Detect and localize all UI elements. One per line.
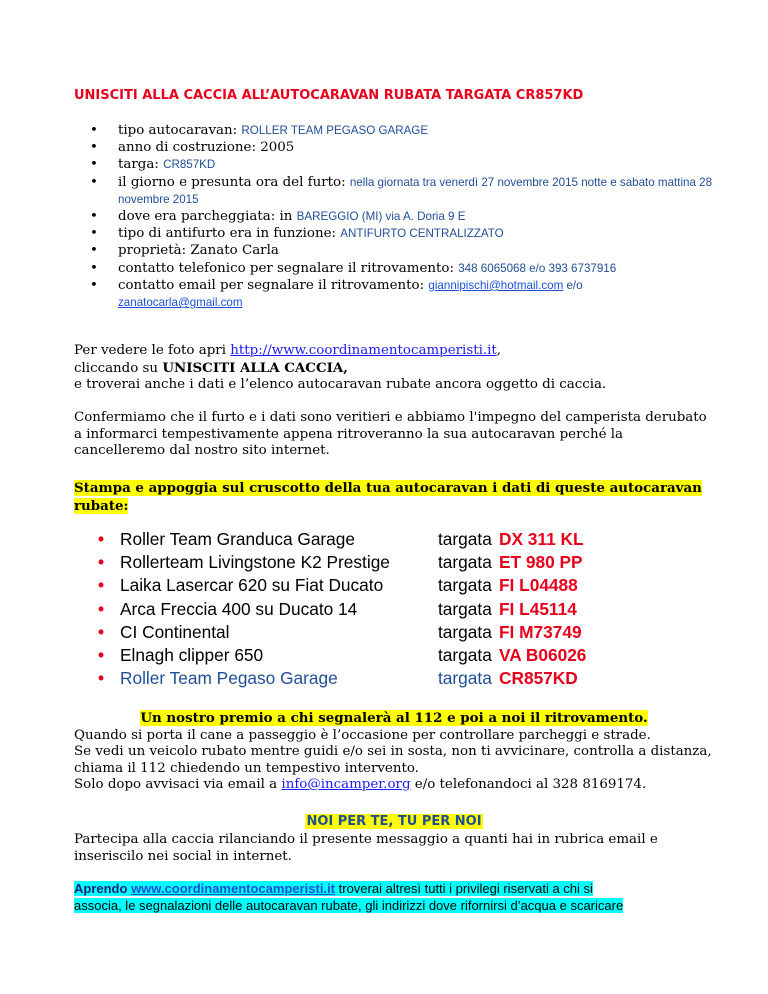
stolen-vehicle-item: • Roller Team Pegaso Garage targata CR857KD	[98, 668, 578, 689]
detail-item: • targa: CR857KD	[90, 157, 216, 173]
vehicle-details-list	[90, 122, 740, 311]
reward-section	[74, 710, 714, 794]
detail-item: • il giorno e presunta ora del furto: nella giornata tra venerdì 27 novembre 2015 notte e sabato mattina 28 novembre 2015	[90, 174, 713, 206]
stolen-vehicle-item: • Elnagh clipper 650 targata VA B06026	[98, 644, 587, 665]
email-link-giannipischi[interactable]: giannipischi@hotmail.com	[428, 278, 564, 292]
title-plate: CR857KD	[515, 88, 584, 103]
detail-item: • anno di costruzione: 2005	[90, 140, 295, 156]
slogan-line	[74, 814, 714, 831]
detail-item: • tipo di antifurto era in funzione: ANTIFURTO CENTRALIZZATO	[90, 226, 504, 242]
share-paragraph: Partecipa alla caccia rilanciando il presente messaggio a quanti hai in rubrica email e inseriscilo nei social in internet.	[74, 832, 658, 864]
reward-contact-line: Solo dopo avvisaci via email a info@incamper.org e/o telefonandoci al 328 8169174.	[74, 777, 647, 792]
reward-line: Se vedi un veicolo rubato mentre guidi e/o sei in sosta, non ti avvicinare, controlla a distanza, chiama il 112 chiedendo un tempestivo intervento.	[74, 744, 712, 776]
footer-paragraph: Aprendo www.coordinamentocamperisti.it troverai altresì tutti i privilegi riservati a chi si associa, le segnalazioni delle autocaravan rubate, gli indirizzi dove rifornirsi d’acqua e scaricare	[74, 881, 624, 913]
stolen-vehicle-item: • Laika Lasercar 620 su Fiat Ducato targata FI L04488	[98, 575, 578, 596]
stolen-vehicle-item: • Arca Freccia 400 su Ducato 14 targata FI L45114	[98, 598, 577, 619]
site-link[interactable]: http://www.coordinamentocamperisti.it	[230, 343, 497, 358]
detail-item: • tipo autocaravan: ROLLER TEAM PEGASO GARAGE	[90, 123, 429, 138]
detail-item: • contatto telefonico per segnalare il ritrovamento: 348 6065068 e/o 393 6737916	[90, 260, 617, 276]
confirm-paragraph: Confermiamo che il furto e i dati sono veritieri e abbiamo l'impegno del camperista derubato a informarci tempestivamente appena ritroveranno la sua autocaravan perché la cancelleremo dal nostro sito internet.	[74, 410, 707, 458]
email-link-incamper[interactable]: info@incamper.org	[281, 777, 411, 792]
stolen-vehicles-list	[98, 528, 658, 690]
detail-item: • proprietà: Zanato Carla	[90, 243, 279, 259]
stolen-vehicle-item: • Rollerteam Livingstone K2 Prestige targata ET 980 PP	[98, 552, 583, 573]
title-text: UNISCITI ALLA CACCIA ALL’AUTOCARAVAN RUBATA TARGATA	[74, 88, 516, 103]
slogan: NOI PER TE, TU PER NOI	[306, 814, 482, 829]
print-heading: Stampa e appoggia sul cruscotto della tua autocaravan i dati di queste autocaravan rubate:	[74, 480, 702, 514]
page-title	[74, 88, 714, 103]
email-link-zanatocarla[interactable]: zanatocarla@gmail.com	[118, 296, 243, 310]
detail-item-email: • contatto email per segnalare il ritrovamento: giannipischi@hotmail.com e/o zanatocarla@gmail.com	[90, 277, 583, 310]
footer-site-link[interactable]: www.coordinamentocamperisti.it	[131, 881, 336, 896]
photo-paragraph: Per vedere le foto apri http://www.coordinamentocamperisti.it, cliccando su UNISCITI ALLA CACCIA, e troverai anche i dati e l’elenco autocaravan rubate ancora oggetto di caccia.	[74, 343, 607, 392]
reward-heading: Un nostro premio a chi segnalerà al 112 e poi a noi il ritrovamento.	[140, 710, 648, 726]
stolen-vehicle-item: • Roller Team Granduca Garage targata DX 311 KL	[98, 529, 584, 549]
reward-line: Quando si porta il cane a passeggio è l’occasione per controllare parcheggi e strade.	[74, 727, 651, 743]
detail-item: • dove era parcheggiata: in BAREGGIO (MI) via A. Doria 9 E	[90, 209, 466, 225]
stolen-vehicle-item: • CI Continental targata FI M73749	[98, 621, 582, 642]
